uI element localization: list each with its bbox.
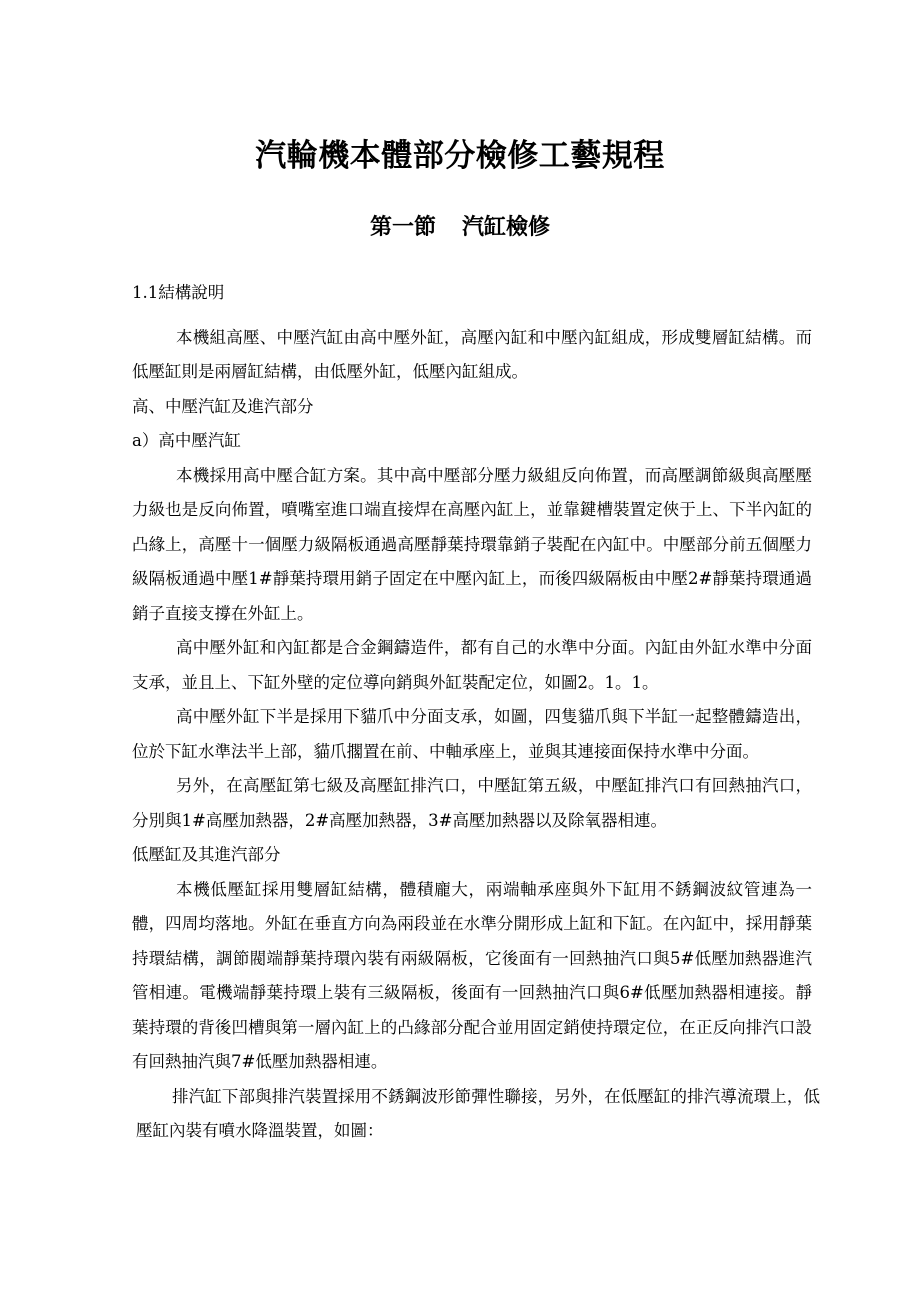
- heading-lp-cylinder: 低壓缸及其進汽部分: [132, 845, 281, 864]
- section-name: 汽缸檢修: [462, 215, 551, 240]
- document-title: 汽輪機本體部分檢修工藝規程: [255, 138, 665, 174]
- paragraph-extraction-ports: 另外，在高壓缸第七級及高壓缸排汽口，中壓缸第五級，中壓缸排汽口有回熱抽汽口，分別與1#高壓加熱器，2#高壓加熱器，3#高壓加熱器以及除氧器相連。: [132, 776, 812, 830]
- document-body: [132, 276, 820, 1149]
- section-label: 第一節: [369, 215, 436, 240]
- heading-a-hp-ip: a）高中壓汽缸: [132, 431, 241, 450]
- paragraph-cat-paw-support: 高中壓外缸下半是採用下貓爪中分面支承，如圖，四隻貓爪與下半缸一起整體鑄造出，位於下缸水準法半上部，貓爪擱置在前、中軸承座上，並與其連接面保持水準中分面。: [132, 707, 812, 761]
- paragraph-overview: 本機組高壓、中壓汽缸由高中壓外缸，高壓內缸和中壓內缸組成，形成雙層缸結構。而低壓缸則是兩層缸結構，由低壓外缸，低壓內缸組成。: [132, 327, 812, 381]
- paragraph-combined-cylinder: 本機採用高中壓合缸方案。其中高中壓部分壓力級組反向佈置，而高壓調節級與高壓壓力級也是反向佈置，噴嘴室進口端直接焊在高壓內缸上，並靠鍵槽裝置定俠于上、下半內缸的凸緣上，高壓十一個壓力級隔板通過高壓靜葉持環靠銷子裝配在內缸中。中壓部分前五個壓力級隔板通過中壓1#靜葉持環用銷子固定在中壓內缸上，而後四級隔板由中壓2#靜葉持環通過銷子直接支撐在外缸上。: [132, 465, 812, 623]
- heading-hp-ip-cylinder: 高、中壓汽缸及進汽部分: [132, 396, 314, 416]
- paragraph-exhaust-connection: 排汽缸下部與排汽裝置採用不銹鋼波形節彈性聯接，另外，在低壓缸的排汽導流環上，低壓缸內裝有噴水降溫裝置，如圖：: [136, 1086, 820, 1140]
- paragraph-lp-structure: 本機低壓缸採用雙層缸結構，體積龐大，兩端軸承座與外下缸用不銹鋼波紋管連為一體，四周均落地。外缸在垂直方向為兩段並在水準分開形成上缸和下缸。在內缸中，採用靜葉持環結構，調節閥端靜葉持環內裝有兩級隔板，它後面有一回熱抽汽口與5#低壓加熱器進汽管相連。電機端靜葉持環上裝有三級隔板，後面有一回熱抽汽口與6#低壓加熱器相連接。靜葉持環的背後凹槽與第一層內缸上的凸緣部分配合並用固定銷使持環定位，在正反向排汽口設有回熱抽汽與7#低壓加熱器相連。: [132, 879, 812, 1071]
- subsection-heading: 1.1結構說明: [132, 283, 225, 302]
- paragraph-casing-material: 高中壓外缸和內缸都是合金鋼鑄造件，都有自己的水準中分面。內缸由外缸水準中分面支承，並且上、下缸外壁的定位導向銷與外缸裝配定位，如圖2。1。1。: [132, 638, 812, 692]
- section-heading: [0, 208, 920, 248]
